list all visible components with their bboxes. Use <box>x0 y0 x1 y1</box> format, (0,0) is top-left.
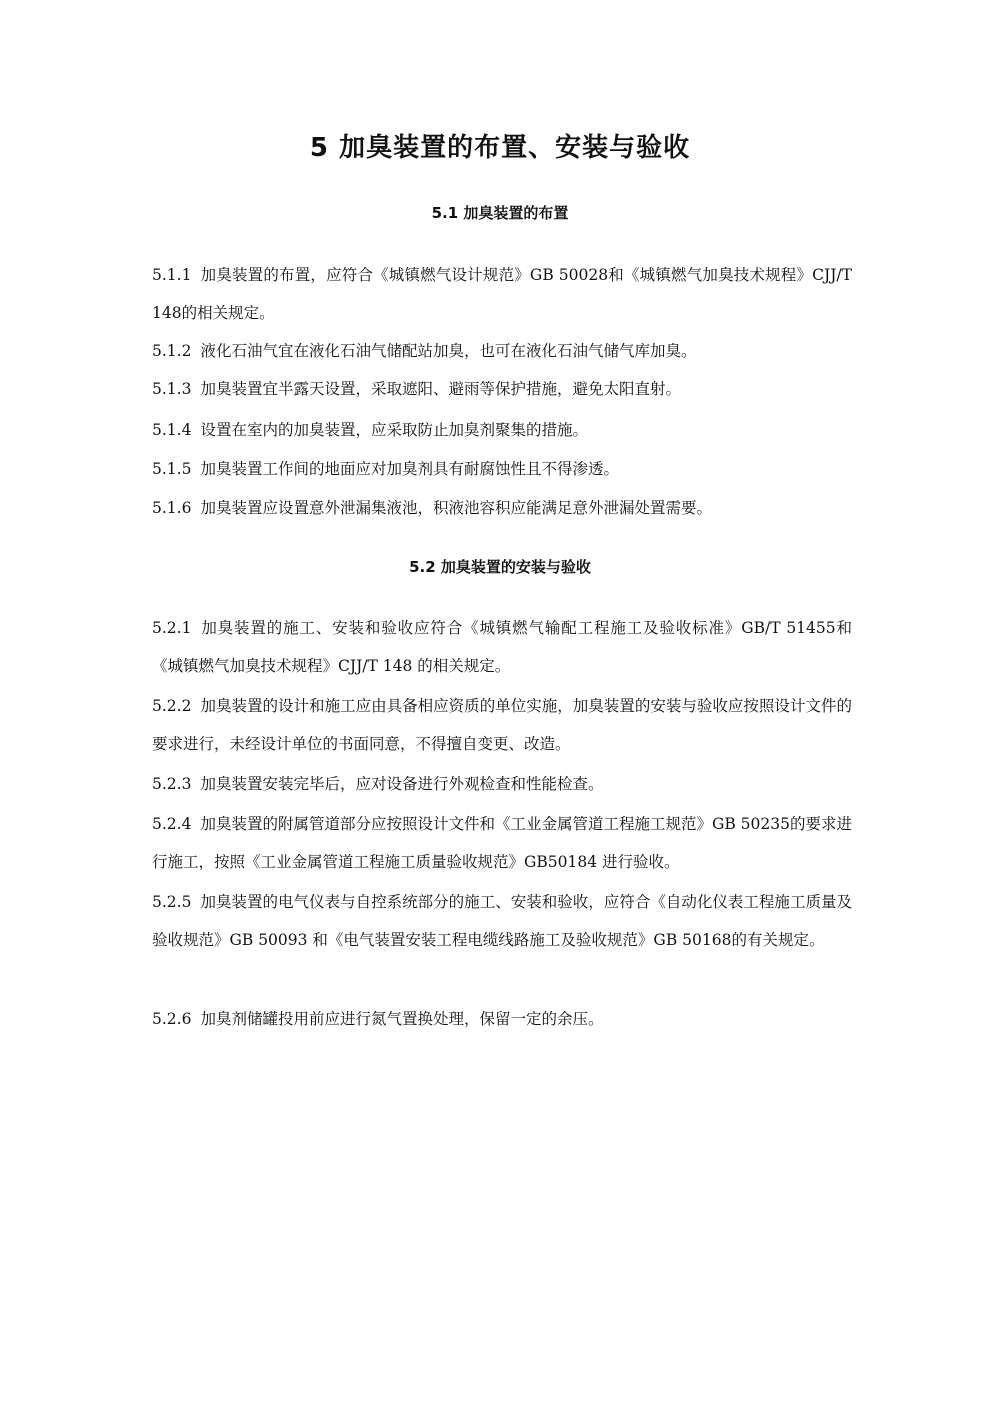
clause-number: 5.2.2 <box>152 697 192 715</box>
clause-number: 5.1.1 <box>152 266 192 284</box>
clause-text: 加臭装置的附属管道部分应按照设计文件和《工业金属管道工程施工规范》GB 50235的要求进行施工，按照《工业金属管道工程施工质量验收规范》GB50184 进行验收。 <box>152 815 852 871</box>
clause-text: 加臭装置的设计和施工应由具备相应资质的单位实施，加臭装置的安装与验收应按照设计文件的要求进行，未经设计单位的书面同意，不得擅自变更、改造。 <box>152 697 852 753</box>
clause-5-2-5 <box>152 883 852 959</box>
clause-number: 5.2.1 <box>152 619 192 637</box>
clause-text: 加臭装置工作间的地面应对加臭剂具有耐腐蚀性且不得渗透。 <box>200 460 619 478</box>
clause-text: 加臭装置的施工、安装和验收应符合《城镇燃气输配工程施工及验收标准》GB/T 51455和《城镇燃气加臭技术规程》CJJ/T 148 的相关规定。 <box>152 619 852 675</box>
clause-text: 加臭剂储罐投用前应进行氮气置换处理，保留一定的余压。 <box>200 1010 604 1028</box>
clause-text: 液化石油气宜在液化石油气储配站加臭，也可在液化石油气储气库加臭。 <box>200 342 697 360</box>
clause-text: 加臭装置宜半露天设置，采取遮阳、避雨等保护措施，避免太阳直射。 <box>200 380 681 398</box>
section-title-5-1: 5.1 加臭装置的布置 <box>431 204 569 222</box>
clause-text: 加臭装置安装完毕后，应对设备进行外观检查和性能检查。 <box>200 775 604 793</box>
clause-number: 5.1.5 <box>152 460 192 478</box>
clause-text: 加臭装置的布置，应符合《城镇燃气设计规范》GB 50028和《城镇燃气加臭技术规程》CJJ/T 148的相关规定。 <box>152 266 852 322</box>
clause-number: 5.1.4 <box>152 421 192 439</box>
clause-text: 加臭装置的电气仪表与自控系统部分的施工、安装和验收，应符合《自动化仪表工程施工质量及验收规范》GB 50093 和《电气装置安装工程电缆线路施工及验收规范》GB 50168的有关规定。 <box>152 893 852 949</box>
clause-text: 设置在室内的加臭装置，应采取防止加臭剂聚集的措施。 <box>200 421 588 439</box>
clause-5-2-3 <box>152 765 852 803</box>
clause-5-2-1 <box>152 609 852 685</box>
clause-number: 5.2.6 <box>152 1010 192 1028</box>
clause-text: 加臭装置应设置意外泄漏集液池，积液池容积应能满足意外泄漏处置需要。 <box>200 499 712 517</box>
clause-5-1-4 <box>152 411 852 449</box>
clause-number: 5.1.3 <box>152 380 192 398</box>
clause-number: 5.1.6 <box>152 499 192 517</box>
clause-5-1-2 <box>152 332 852 370</box>
clause-number: 5.2.5 <box>152 893 192 911</box>
clause-number: 5.2.4 <box>152 815 192 833</box>
clause-5-2-6 <box>152 1000 852 1038</box>
clause-5-1-6 <box>152 489 852 527</box>
clause-number: 5.1.2 <box>152 342 192 360</box>
clause-5-1-3 <box>152 370 852 408</box>
chapter-title: 5 加臭装置的布置、安装与验收 <box>309 133 691 163</box>
clause-5-2-4 <box>152 805 852 881</box>
clause-5-2-2 <box>152 687 852 763</box>
clause-5-1-1 <box>152 256 852 332</box>
section-title-5-2: 5.2 加臭装置的安装与验收 <box>409 558 591 576</box>
clause-number: 5.2.3 <box>152 775 192 793</box>
clause-5-1-5 <box>152 450 852 488</box>
